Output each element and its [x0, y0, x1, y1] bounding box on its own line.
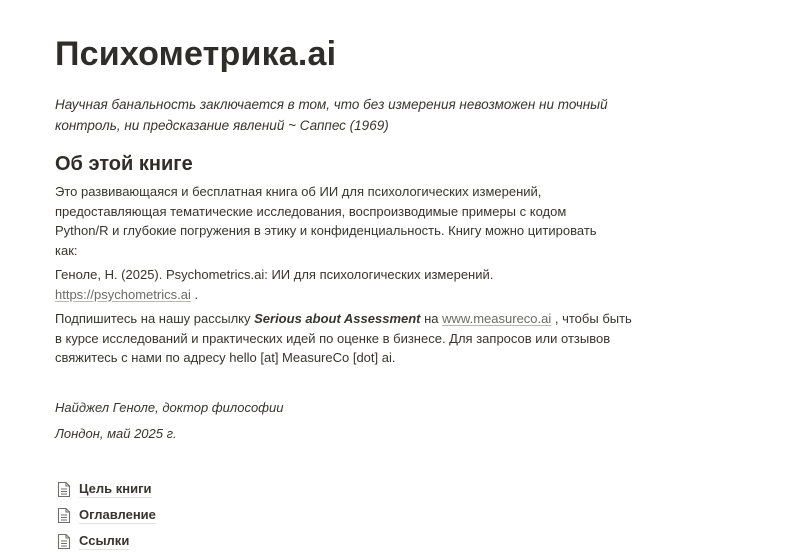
citation-link[interactable]: https://psychometrics.ai: [55, 286, 191, 302]
measureco-link[interactable]: www.measureco.ai: [442, 311, 552, 326]
about-description: Это развивающаяся и бесплатная книга об ИИ для психологических измерений, предоставляющая тематические исследования, воспроизводимые примеры с кодом Python/R и глубокие погружения в этику и конфиденциальность. Книгу можно цитировать как:: [55, 184, 597, 258]
citation-end: .: [190, 286, 199, 302]
subpage-link-purpose[interactable]: [57, 476, 156, 502]
page-icon: [57, 481, 71, 498]
about-heading: Об этой книге: [55, 153, 193, 175]
page-title: Психометрика.ai: [55, 35, 337, 73]
subpage-label: Ссылки: [79, 532, 130, 548]
citation-text: Геноле, Н. (2025). Psychometrics.ai: ИИ для психологических измерений.: [55, 267, 494, 282]
subscribe-suffix: , чтобы быть в курсе исследований и практических идей по оценке в бизнесе. Для запросов или отзывов свяжитесь с нами по адресу hello [at] MeasureCo [dot] ai.: [55, 311, 632, 365]
subpage-label: Цель книги: [79, 480, 152, 496]
subscribe-prefix: Подпишитесь на нашу рассылку: [55, 311, 255, 326]
subscribe-mid: на: [420, 311, 443, 326]
subpage-list: [57, 476, 156, 552]
subscribe-paragraph: [55, 309, 635, 368]
page-icon: [57, 507, 71, 524]
page-icon: [57, 533, 71, 550]
newsletter-name: Serious about Assessment: [254, 311, 421, 326]
author-signature: Найджел Геноле, доктор философии: [55, 400, 284, 415]
subpage-label: Оглавление: [79, 506, 156, 522]
epigraph-quote: Научная банальность заключается в том, что без измерения невозможен ни точный контроль, ни предсказание явлений ~ Саппес (1969): [55, 97, 608, 133]
citation-paragraph: [55, 265, 615, 304]
place-date: Лондон, май 2025 г.: [55, 426, 177, 441]
subpage-link-references[interactable]: [57, 528, 156, 552]
subpage-link-contents[interactable]: [57, 502, 156, 528]
